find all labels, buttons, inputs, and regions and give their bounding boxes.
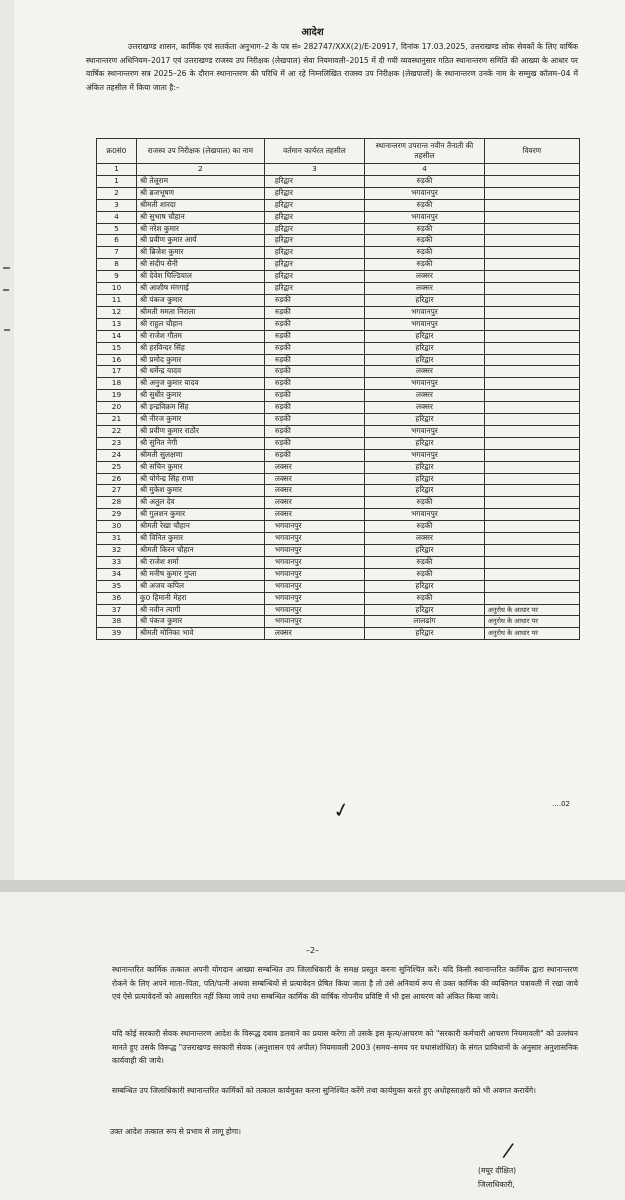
cell-new-tehsil: हरिद्वार [365, 628, 485, 640]
cell-remarks: अनुरोध के आधार पर [484, 616, 579, 628]
transfer-table [96, 138, 580, 640]
cell-current-tehsil: हरिद्वार [264, 259, 364, 271]
cell-remarks [484, 485, 579, 497]
paragraph-relieve [86, 1084, 578, 1098]
cell-new-tehsil: हरिद्वार [365, 545, 485, 557]
cell-remarks [484, 199, 579, 211]
cell-remarks [484, 175, 579, 187]
cell-serial: 26 [97, 473, 137, 485]
cell-new-tehsil: रुड़की [365, 521, 485, 533]
cell-name: श्री गुलशन कुमार [136, 509, 264, 521]
page-number: –2– [305, 946, 320, 955]
cell-remarks [484, 283, 579, 295]
cell-serial: 18 [97, 378, 137, 390]
cell-new-tehsil: रुड़की [365, 568, 485, 580]
cell-current-tehsil: लक्सर [264, 497, 364, 509]
cell-current-tehsil: हरिद्वार [264, 271, 364, 283]
cell-remarks [484, 390, 579, 402]
cell-current-tehsil: भगवानपुर [264, 545, 364, 557]
cell-name: श्री देवेश घिल्डियाल [136, 271, 264, 283]
table-row [97, 187, 580, 199]
cell-new-tehsil: हरिद्वार [365, 294, 485, 306]
cell-current-tehsil: रुड़की [264, 425, 364, 437]
cell-new-tehsil: लक्सर [365, 402, 485, 414]
column-index: 1 [97, 164, 137, 176]
paragraph-text: स्थानान्तरित कार्मिक तत्काल अपनी योगदान आख्या सम्बन्धित उप जिलाधिकारी के समक्ष प्रस्तुत करना सुनिश्चित करें। यदि किसी स्थानान्तरित कार्मिक द्वारा स्थानान्तरण रोकने के लिए अपने माता–पिता, पति/पत्नी अथवा सम्बन्धियों से प्रत्यावेदन प्रेषित किया जाता है तो उसे अनिवार्य रूप से उक्त कार्मिक की व्यक्तिगत पत्रावली में रखा जाये एवं ऐसे प्रत्यावेदनों को अग्रसारित नहीं किया जाये तथा सम्बन्धित कार्मिक की वार्षिक गोपनीय प्रविष्टि में भी इस आचरण को अंकित किया जाये। [112, 965, 578, 1002]
cell-current-tehsil: रुड़की [264, 414, 364, 426]
cell-remarks [484, 247, 579, 259]
cell-new-tehsil: भगवानपुर [365, 449, 485, 461]
table-row [97, 485, 580, 497]
cell-serial: 6 [97, 235, 137, 247]
cell-name: श्री ब्रिजेश कुमार [136, 247, 264, 259]
cell-remarks [484, 330, 579, 342]
cell-serial: 23 [97, 437, 137, 449]
cell-remarks [484, 294, 579, 306]
effect-statement: उक्त आदेश तत्काल रूप से प्रभाव से लागू होगा। [110, 1127, 241, 1136]
table-row [97, 259, 580, 271]
cell-remarks: अनुरोध के आधार पर [484, 628, 579, 640]
cell-name: श्रीमती सुलक्षणा [136, 449, 264, 461]
cell-name: श्री राजेश गौतम [136, 330, 264, 342]
cell-new-tehsil: भगवानपुर [365, 306, 485, 318]
cell-serial: 8 [97, 259, 137, 271]
cell-new-tehsil: लालढांग [365, 616, 485, 628]
cell-new-tehsil: हरिद्वार [365, 485, 485, 497]
cell-name: श्री इन्द्रविक्रम सिंह [136, 402, 264, 414]
cell-remarks [484, 580, 579, 592]
cell-new-tehsil: लक्सर [365, 366, 485, 378]
intro-text: उत्तराखण्ड शासन, कार्मिक एवं सतर्कता अनुभाग–2 के पत्र सं० 282747/XXX(2)/E-20917, दिनांक 17.03.2025, उत्तराखण्ड लोक सेवकों के लिए वार्षिक स्थानान्तरण अधिनियम–2017 एवं उत्तराखण्ड राजस्व उप निरीक्षक (लेखपाल) सेवा नियमावली–2015 में दी गयी व्यवस्थानुसार गठित स्थानान्तरण समिति की आख्या के आधार पर वार्षिक स्थानान्तरण सत्र 2025–26 के दौरान स्थानान्तरण की परिधि में आ रहे निम्नलिखित राजस्व उप निरीक्षक (लेखपालों) के स्थानान्तरण उनके नाम के सम्मुख कॉलम–04 में अंकित तहसील में किया जाता है:– [86, 42, 578, 92]
table-row [97, 175, 580, 187]
cell-current-tehsil: लक्सर [264, 485, 364, 497]
cell-name: श्री ब्रजभूषण [136, 187, 264, 199]
cell-new-tehsil: हरिद्वार [365, 461, 485, 473]
table-row [97, 390, 580, 402]
cell-serial: 9 [97, 271, 137, 283]
cell-new-tehsil: लक्सर [365, 390, 485, 402]
table-row [97, 592, 580, 604]
cell-serial: 5 [97, 223, 137, 235]
table-row [97, 425, 580, 437]
cell-serial: 35 [97, 580, 137, 592]
cell-remarks [484, 342, 579, 354]
paragraph-text: सम्बन्धित उप जिलाधिकारी स्थानान्तरित कार्मिकों को तत्काल कार्यमुक्त करना सुनिश्चित करेंगे तथा कार्यमुक्त करते हुए अधोहस्ताक्षरी को भी अवगत करायेंगे। [112, 1086, 537, 1095]
cell-current-tehsil: रुड़की [264, 390, 364, 402]
table-row [97, 271, 580, 283]
cell-name: श्री मनीष कुमार गुप्ता [136, 568, 264, 580]
cell-name: श्री आशीष मंगगाई [136, 283, 264, 295]
table-row [97, 402, 580, 414]
page-gap [0, 880, 625, 892]
table-row [97, 366, 580, 378]
column-index: 3 [264, 164, 364, 176]
cell-remarks [484, 568, 579, 580]
cell-name: श्रीमती मोनिका भावे [136, 628, 264, 640]
cell-new-tehsil: रुड़की [365, 259, 485, 271]
order-title: आदेश [301, 27, 324, 38]
table-row [97, 449, 580, 461]
cell-current-tehsil: भगवानपुर [264, 580, 364, 592]
cell-serial: 3 [97, 199, 137, 211]
cell-name: श्री योगेन्द्र सिंह राणा [136, 473, 264, 485]
cell-remarks [484, 366, 579, 378]
table-body [97, 175, 580, 639]
cell-current-tehsil: रुड़की [264, 306, 364, 318]
signature-mark: / [501, 1137, 516, 1163]
cell-name: श्री विनित कुमार [136, 533, 264, 545]
cell-serial: 12 [97, 306, 137, 318]
cell-remarks [484, 402, 579, 414]
cell-name: श्रीमती रेखा चौहान [136, 521, 264, 533]
cell-name: श्री पंकज कुमार [136, 294, 264, 306]
cell-name: श्री प्रवीण कुमार राठौर [136, 425, 264, 437]
cell-serial: 33 [97, 556, 137, 568]
cell-name: श्री मुकेश कुमार [136, 485, 264, 497]
cell-current-tehsil: हरिद्वार [264, 223, 364, 235]
cell-name: श्रीमती ममता निराला [136, 306, 264, 318]
cell-name: श्री प्रवीण कुमार आर्य [136, 235, 264, 247]
continued-marker: ....02 [552, 800, 570, 808]
header-current-tehsil: वर्तमान कार्यरत तहसील [264, 139, 364, 164]
cell-name: श्री तेलूराम [136, 175, 264, 187]
cell-remarks [484, 259, 579, 271]
cell-remarks [484, 497, 579, 509]
cell-name: श्री नरेश कुमार [136, 223, 264, 235]
cell-remarks [484, 318, 579, 330]
cell-new-tehsil: लक्सर [365, 271, 485, 283]
cell-serial: 21 [97, 414, 137, 426]
cell-serial: 37 [97, 604, 137, 616]
cell-serial: 38 [97, 616, 137, 628]
cell-name: श्री अतुल देव [136, 497, 264, 509]
cell-remarks [484, 449, 579, 461]
header-name: राजस्व उप निरीक्षक (लेखपाल) का नाम [136, 139, 264, 164]
cell-current-tehsil: हरिद्वार [264, 247, 364, 259]
cell-current-tehsil: हरिद्वार [264, 175, 364, 187]
cell-remarks [484, 211, 579, 223]
cell-remarks [484, 592, 579, 604]
cell-serial: 16 [97, 354, 137, 366]
cell-new-tehsil: रुड़की [365, 592, 485, 604]
table-row [97, 580, 580, 592]
table-row [97, 604, 580, 616]
cell-serial: 1 [97, 175, 137, 187]
cell-current-tehsil: हरिद्वार [264, 211, 364, 223]
cell-new-tehsil: भगवानपुर [365, 378, 485, 390]
cell-new-tehsil: रुड़की [365, 175, 485, 187]
table-row [97, 306, 580, 318]
cell-current-tehsil: रुड़की [264, 294, 364, 306]
cell-serial: 17 [97, 366, 137, 378]
cell-name: श्री सचिन कुमार [136, 461, 264, 473]
cell-remarks [484, 473, 579, 485]
table-row [97, 223, 580, 235]
page-edge-marks [0, 0, 14, 880]
table-row [97, 473, 580, 485]
cell-name: श्री सुनित नेगी [136, 437, 264, 449]
table-row [97, 283, 580, 295]
cell-serial: 25 [97, 461, 137, 473]
table-row [97, 378, 580, 390]
cell-current-tehsil: हरिद्वार [264, 235, 364, 247]
cell-new-tehsil: हरिद्वार [365, 342, 485, 354]
cell-remarks [484, 354, 579, 366]
cell-serial: 27 [97, 485, 137, 497]
cell-serial: 29 [97, 509, 137, 521]
cell-remarks [484, 533, 579, 545]
cell-current-tehsil: भगवानपुर [264, 568, 364, 580]
cell-name: श्री नीरज कुमार [136, 414, 264, 426]
cell-current-tehsil: रुड़की [264, 449, 364, 461]
cell-serial: 24 [97, 449, 137, 461]
table-header-row [97, 139, 580, 164]
cell-new-tehsil: भगवानपुर [365, 211, 485, 223]
cell-current-tehsil: रुड़की [264, 330, 364, 342]
table-row [97, 318, 580, 330]
cell-new-tehsil: भगवानपुर [365, 509, 485, 521]
cell-new-tehsil: रुड़की [365, 497, 485, 509]
table-row [97, 509, 580, 521]
table-row [97, 437, 580, 449]
table-row [97, 521, 580, 533]
cell-name: श्री हरविन्दर सिंह [136, 342, 264, 354]
officer-title: जिलाधिकारी, [478, 1180, 515, 1189]
cell-name: श्री राहुल चौहान [136, 318, 264, 330]
column-index: 2 [136, 164, 264, 176]
cell-new-tehsil: रुड़की [365, 235, 485, 247]
cell-name: श्री सुभाष चौहान [136, 211, 264, 223]
cell-current-tehsil: भगवानपुर [264, 533, 364, 545]
cell-new-tehsil: हरिद्वार [365, 473, 485, 485]
cell-name: श्री संदीप सैनी [136, 259, 264, 271]
cell-serial: 4 [97, 211, 137, 223]
cell-current-tehsil: रुड़की [264, 366, 364, 378]
cell-remarks [484, 223, 579, 235]
table-row [97, 545, 580, 557]
cell-name: श्री अनुज कुमार यादव [136, 378, 264, 390]
officer-name: (मयूर दीक्षित) [478, 1166, 517, 1175]
initial-mark: ✓ [330, 796, 353, 824]
cell-current-tehsil: रुड़की [264, 402, 364, 414]
cell-serial: 7 [97, 247, 137, 259]
cell-remarks [484, 545, 579, 557]
column-index-row [97, 164, 580, 176]
cell-remarks [484, 235, 579, 247]
cell-serial: 36 [97, 592, 137, 604]
cell-name: श्री धर्मेन्द्र यादव [136, 366, 264, 378]
table-row [97, 294, 580, 306]
cell-remarks [484, 461, 579, 473]
cell-new-tehsil: रुड़की [365, 199, 485, 211]
cell-name: श्री अजय कपिल [136, 580, 264, 592]
cell-new-tehsil: रुड़की [365, 556, 485, 568]
cell-serial: 20 [97, 402, 137, 414]
cell-current-tehsil: भगवानपुर [264, 556, 364, 568]
cell-current-tehsil: भगवानपुर [264, 616, 364, 628]
cell-current-tehsil: रुड़की [264, 342, 364, 354]
header-remarks: विवरण [484, 139, 579, 164]
header-new-tehsil: स्थानान्तरण उपरान्त नवीन तैनाती की तहसील [365, 139, 485, 164]
cell-current-tehsil: लक्सर [264, 509, 364, 521]
cell-serial: 14 [97, 330, 137, 342]
cell-current-tehsil: रुड़की [264, 354, 364, 366]
cell-current-tehsil: भगवानपुर [264, 604, 364, 616]
cell-new-tehsil: लक्सर [365, 283, 485, 295]
cell-serial: 15 [97, 342, 137, 354]
cell-serial: 31 [97, 533, 137, 545]
cell-name: श्री राजेश शर्मा [136, 556, 264, 568]
cell-serial: 13 [97, 318, 137, 330]
column-index [484, 164, 579, 176]
cell-new-tehsil: भगवानपुर [365, 318, 485, 330]
table-row [97, 330, 580, 342]
table-row [97, 211, 580, 223]
cell-new-tehsil: हरिद्वार [365, 604, 485, 616]
cell-serial: 2 [97, 187, 137, 199]
cell-current-tehsil: लक्सर [264, 473, 364, 485]
table-row [97, 235, 580, 247]
cell-new-tehsil: भगवानपुर [365, 425, 485, 437]
cell-serial: 19 [97, 390, 137, 402]
cell-remarks: अनुरोध के आधार पर [484, 604, 579, 616]
cell-new-tehsil: रुड़की [365, 223, 485, 235]
column-index: 4 [365, 164, 485, 176]
cell-name: श्री नवीन त्यागी [136, 604, 264, 616]
cell-current-tehsil: लक्सर [264, 461, 364, 473]
cell-current-tehsil: लक्सर [264, 628, 364, 640]
cell-serial: 10 [97, 283, 137, 295]
table-row [97, 247, 580, 259]
cell-current-tehsil: भगवानपुर [264, 521, 364, 533]
paragraph-text: यदि कोई सरकारी सेवक स्थानान्तरण आदेश के विरूद्ध दबाव डलवाने का प्रयास करेगा तो उसके इस कृत्य/आचरण को "सरकारी कर्मचारी आचरण नियमावली" को उल्लंघन मानते हुए उसके विरूद्ध "उत्तराखण्ड सरकारी सेवक (अनुशासन एवं अपील) नियमावली 2003 (समय–समय पर यथासंशोधित) के संगत प्राविधानों के अनुसार अनुशासनिक कार्यवाही की जाये। [112, 1029, 578, 1066]
cell-remarks [484, 509, 579, 521]
table-row [97, 342, 580, 354]
table-row [97, 497, 580, 509]
cell-remarks [484, 437, 579, 449]
cell-name: श्री प्रमोद कुमार [136, 354, 264, 366]
cell-serial: 28 [97, 497, 137, 509]
cell-remarks [484, 271, 579, 283]
cell-serial: 39 [97, 628, 137, 640]
cell-name: श्रीमती किरन चौहान [136, 545, 264, 557]
cell-current-tehsil: रुड़की [264, 437, 364, 449]
paragraph-pressure [86, 1027, 578, 1068]
intro-paragraph [86, 40, 578, 94]
cell-remarks [484, 556, 579, 568]
header-serial: क्र0सं0 [97, 139, 137, 164]
table-row [97, 354, 580, 366]
cell-remarks [484, 306, 579, 318]
cell-new-tehsil: लक्सर [365, 533, 485, 545]
cell-current-tehsil: हरिद्वार [264, 187, 364, 199]
cell-serial: 30 [97, 521, 137, 533]
table-row [97, 568, 580, 580]
cell-serial: 32 [97, 545, 137, 557]
cell-new-tehsil: हरिद्वार [365, 437, 485, 449]
paragraph-joining [86, 963, 578, 1004]
cell-serial: 22 [97, 425, 137, 437]
cell-remarks [484, 187, 579, 199]
cell-new-tehsil: हरिद्वार [365, 414, 485, 426]
table-row [97, 199, 580, 211]
table-row [97, 628, 580, 640]
cell-current-tehsil: हरिद्वार [264, 199, 364, 211]
cell-name: कु0 हिमानी मेहरा [136, 592, 264, 604]
cell-current-tehsil: भगवानपुर [264, 592, 364, 604]
cell-new-tehsil: रुड़की [365, 247, 485, 259]
cell-current-tehsil: रुड़की [264, 318, 364, 330]
cell-name: श्रीमती शारदा [136, 199, 264, 211]
cell-new-tehsil: हरिद्वार [365, 330, 485, 342]
table-row [97, 414, 580, 426]
table-row [97, 556, 580, 568]
cell-serial: 34 [97, 568, 137, 580]
table-row [97, 616, 580, 628]
cell-name: श्री सुधीर कुमार [136, 390, 264, 402]
cell-new-tehsil: हरिद्वार [365, 354, 485, 366]
officer-block [478, 1164, 516, 1192]
cell-current-tehsil: रुड़की [264, 378, 364, 390]
cell-remarks [484, 521, 579, 533]
cell-serial: 11 [97, 294, 137, 306]
table-row [97, 533, 580, 545]
cell-remarks [484, 378, 579, 390]
cell-new-tehsil: भगवानपुर [365, 187, 485, 199]
cell-remarks [484, 414, 579, 426]
cell-current-tehsil: हरिद्वार [264, 283, 364, 295]
cell-name: श्री पंकज कुमार [136, 616, 264, 628]
cell-new-tehsil: हरिद्वार [365, 580, 485, 592]
cell-remarks [484, 425, 579, 437]
table-row [97, 461, 580, 473]
